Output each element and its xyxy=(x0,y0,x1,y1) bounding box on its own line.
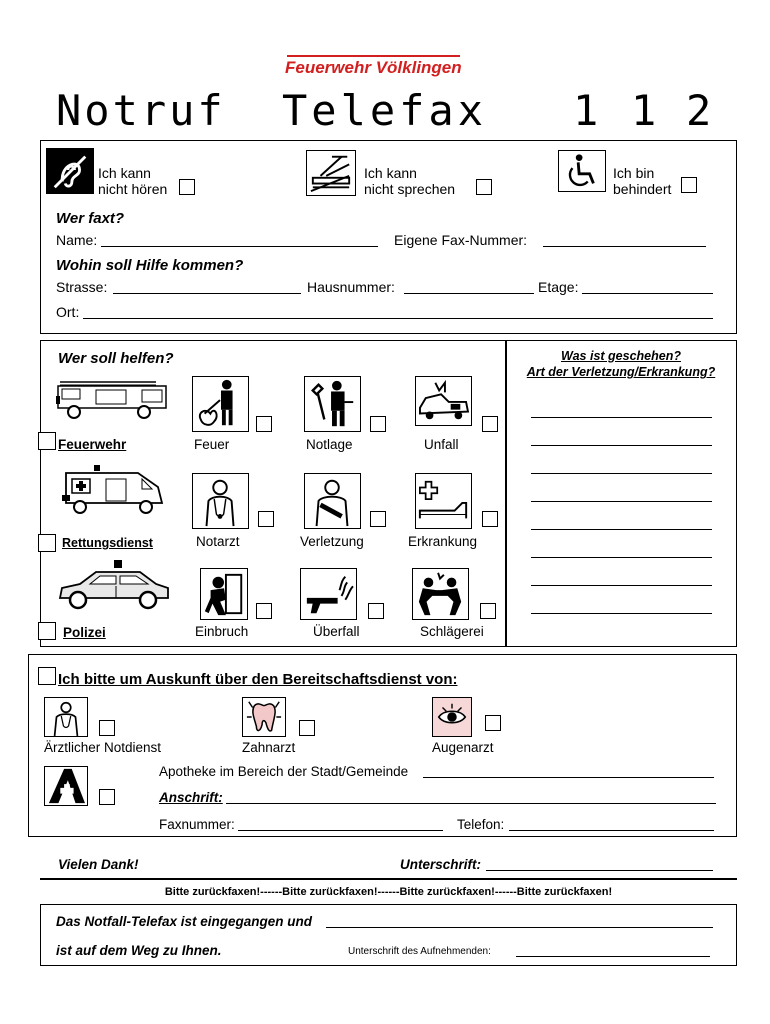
receiver-label: Unterschrift des Aufnehmenden: xyxy=(348,946,491,957)
checkbox-verletzung[interactable] xyxy=(370,511,386,527)
title-telefax: Telefax xyxy=(282,86,488,135)
disability-deaf-line1: Ich kann xyxy=(98,165,151,181)
brand-rule xyxy=(287,55,460,57)
oncall-phone-label: Telefon: xyxy=(457,817,505,832)
house-label: Hausnummer: xyxy=(307,279,395,295)
city-label: Ort: xyxy=(56,304,80,320)
checkbox-pharmacy[interactable] xyxy=(99,789,115,805)
checkbox-doctor[interactable] xyxy=(99,720,115,736)
situation-notlage: Notlage xyxy=(306,437,353,452)
number-1a: 1 xyxy=(573,86,599,135)
burglary-icon xyxy=(200,568,248,620)
situation-einbruch: Einbruch xyxy=(195,624,249,639)
what-happened-line1: Was ist geschehen? xyxy=(561,349,681,363)
description-line-7[interactable] xyxy=(531,585,712,586)
description-line-1[interactable] xyxy=(531,417,712,418)
thanks-text: Vielen Dank! xyxy=(58,857,139,872)
oncall-eye-label: Augenarzt xyxy=(432,740,494,755)
return-fax-text: Bitte zurückfaxen!------Bitte zurückfaxen!------Bitte zurückfaxen!------Bitte zurückfaxen! xyxy=(164,886,613,898)
injury-icon xyxy=(304,473,361,529)
signature-field[interactable] xyxy=(486,870,713,871)
confirmation-line1: Das Notfall-Telefax ist eingegangen und xyxy=(56,914,313,929)
number-2: 2 xyxy=(686,86,712,135)
doctor-icon xyxy=(192,473,249,529)
illness-icon xyxy=(415,473,472,529)
confirmation-field[interactable] xyxy=(326,927,713,928)
description-line-2[interactable] xyxy=(531,445,712,446)
closing-rule xyxy=(40,878,737,880)
oncall-heading: Ich bitte um Auskunft über den Bereitschaftsdienst von: xyxy=(58,671,458,688)
checkbox-erkrankung[interactable] xyxy=(482,511,498,527)
description-line-4[interactable] xyxy=(531,501,712,502)
situation-schlaegerei: Schlägerei xyxy=(420,624,484,639)
dentist-icon xyxy=(242,697,286,737)
address-field[interactable] xyxy=(226,803,716,804)
what-happened-line2: Art der Verletzung/Erkrankung? xyxy=(526,365,716,379)
checkbox-notarzt[interactable] xyxy=(258,511,274,527)
checkbox-ambulance[interactable] xyxy=(38,534,56,552)
checkbox-eye[interactable] xyxy=(485,715,501,731)
fire-truck-icon xyxy=(56,376,171,421)
oncall-doctor-label: Ärztlicher Notdienst xyxy=(44,740,162,755)
description-line-5[interactable] xyxy=(531,529,712,530)
checkbox-unfall[interactable] xyxy=(482,416,498,432)
sender-heading: Wer faxt? xyxy=(56,210,125,227)
doctor-small-icon xyxy=(44,697,88,737)
checkbox-ueberfall[interactable] xyxy=(368,603,384,619)
service-police-label: Polizei xyxy=(63,625,106,640)
checkbox-dentist[interactable] xyxy=(299,720,315,736)
disability-handicap-line2: behindert xyxy=(613,181,672,197)
situation-erkrankung: Erkrankung xyxy=(408,534,478,549)
house-field[interactable] xyxy=(404,293,534,294)
checkbox-handicap[interactable] xyxy=(681,177,697,193)
helpers-heading: Wer soll helfen? xyxy=(58,350,174,367)
situation-unfall: Unfall xyxy=(424,437,459,452)
checkbox-mute[interactable] xyxy=(476,179,492,195)
checkbox-fire[interactable] xyxy=(38,432,56,450)
service-fire-label: Feuerwehr xyxy=(58,437,127,452)
receiver-signature-field[interactable] xyxy=(516,956,710,957)
mute-icon xyxy=(306,150,356,196)
wheelchair-icon xyxy=(558,150,606,192)
fire-icon xyxy=(192,376,249,432)
description-line-3[interactable] xyxy=(531,473,712,474)
police-car-icon xyxy=(56,560,172,612)
description-line-6[interactable] xyxy=(531,557,712,558)
brand-name: Feuerwehr Völklingen xyxy=(285,58,462,77)
deaf-icon xyxy=(46,148,94,194)
service-ambulance-label: Rettungsdienst xyxy=(62,536,153,550)
disability-mute-line1: Ich kann xyxy=(364,165,417,181)
title-notruf: Notruf xyxy=(56,86,226,135)
oncall-fax-label: Faxnummer: xyxy=(159,817,235,832)
checkbox-oncall[interactable] xyxy=(38,667,56,685)
confirmation-line2: ist auf dem Weg zu Ihnen. xyxy=(56,943,222,958)
oncall-dentist-label: Zahnarzt xyxy=(242,740,296,755)
number-1b: 1 xyxy=(631,86,657,135)
pharmacy-label: Apotheke im Bereich der Stadt/Gemeinde xyxy=(159,764,409,779)
location-heading: Wohin soll Hilfe kommen? xyxy=(56,257,244,274)
situation-ueberfall: Überfall xyxy=(313,624,360,639)
situation-feuer: Feuer xyxy=(194,437,230,452)
address-label: Anschrift: xyxy=(159,790,223,805)
oncall-phone-field[interactable] xyxy=(509,830,714,831)
situation-verletzung: Verletzung xyxy=(300,534,364,549)
own-fax-field[interactable] xyxy=(543,246,706,247)
checkbox-schlaegerei[interactable] xyxy=(480,603,496,619)
street-label: Strasse: xyxy=(56,279,108,295)
accident-icon xyxy=(415,376,472,426)
eye-doctor-icon xyxy=(432,697,472,737)
floor-label: Etage: xyxy=(538,279,579,295)
disability-deaf-line2: nicht hören xyxy=(98,181,168,197)
street-field[interactable] xyxy=(113,293,301,294)
disability-handicap-line1: Ich bin xyxy=(613,165,655,181)
emergency-icon xyxy=(304,376,361,432)
description-line-8[interactable] xyxy=(531,613,712,614)
robbery-icon xyxy=(300,568,357,620)
checkbox-notlage[interactable] xyxy=(370,416,386,432)
pharmacy-icon xyxy=(44,766,88,806)
floor-field[interactable] xyxy=(582,293,713,294)
checkbox-einbruch[interactable] xyxy=(256,603,272,619)
fax-label: Eigene Fax-Nummer: xyxy=(394,232,528,248)
checkbox-police[interactable] xyxy=(38,622,56,640)
pharmacy-field[interactable] xyxy=(423,777,714,778)
name-label: Name: xyxy=(56,232,98,248)
checkbox-feuer[interactable] xyxy=(256,416,272,432)
situation-notarzt: Notarzt xyxy=(196,534,240,549)
name-field[interactable] xyxy=(101,246,378,247)
ambulance-icon xyxy=(62,465,166,515)
checkbox-deaf[interactable] xyxy=(179,179,195,195)
city-field[interactable] xyxy=(83,318,713,319)
brand-logo xyxy=(285,52,465,84)
disability-mute-line2: nicht sprechen xyxy=(364,181,456,197)
oncall-fax-field[interactable] xyxy=(238,830,443,831)
helpers-divider xyxy=(505,340,507,647)
brawl-icon xyxy=(412,568,469,620)
signature-label: Unterschrift: xyxy=(400,857,482,872)
